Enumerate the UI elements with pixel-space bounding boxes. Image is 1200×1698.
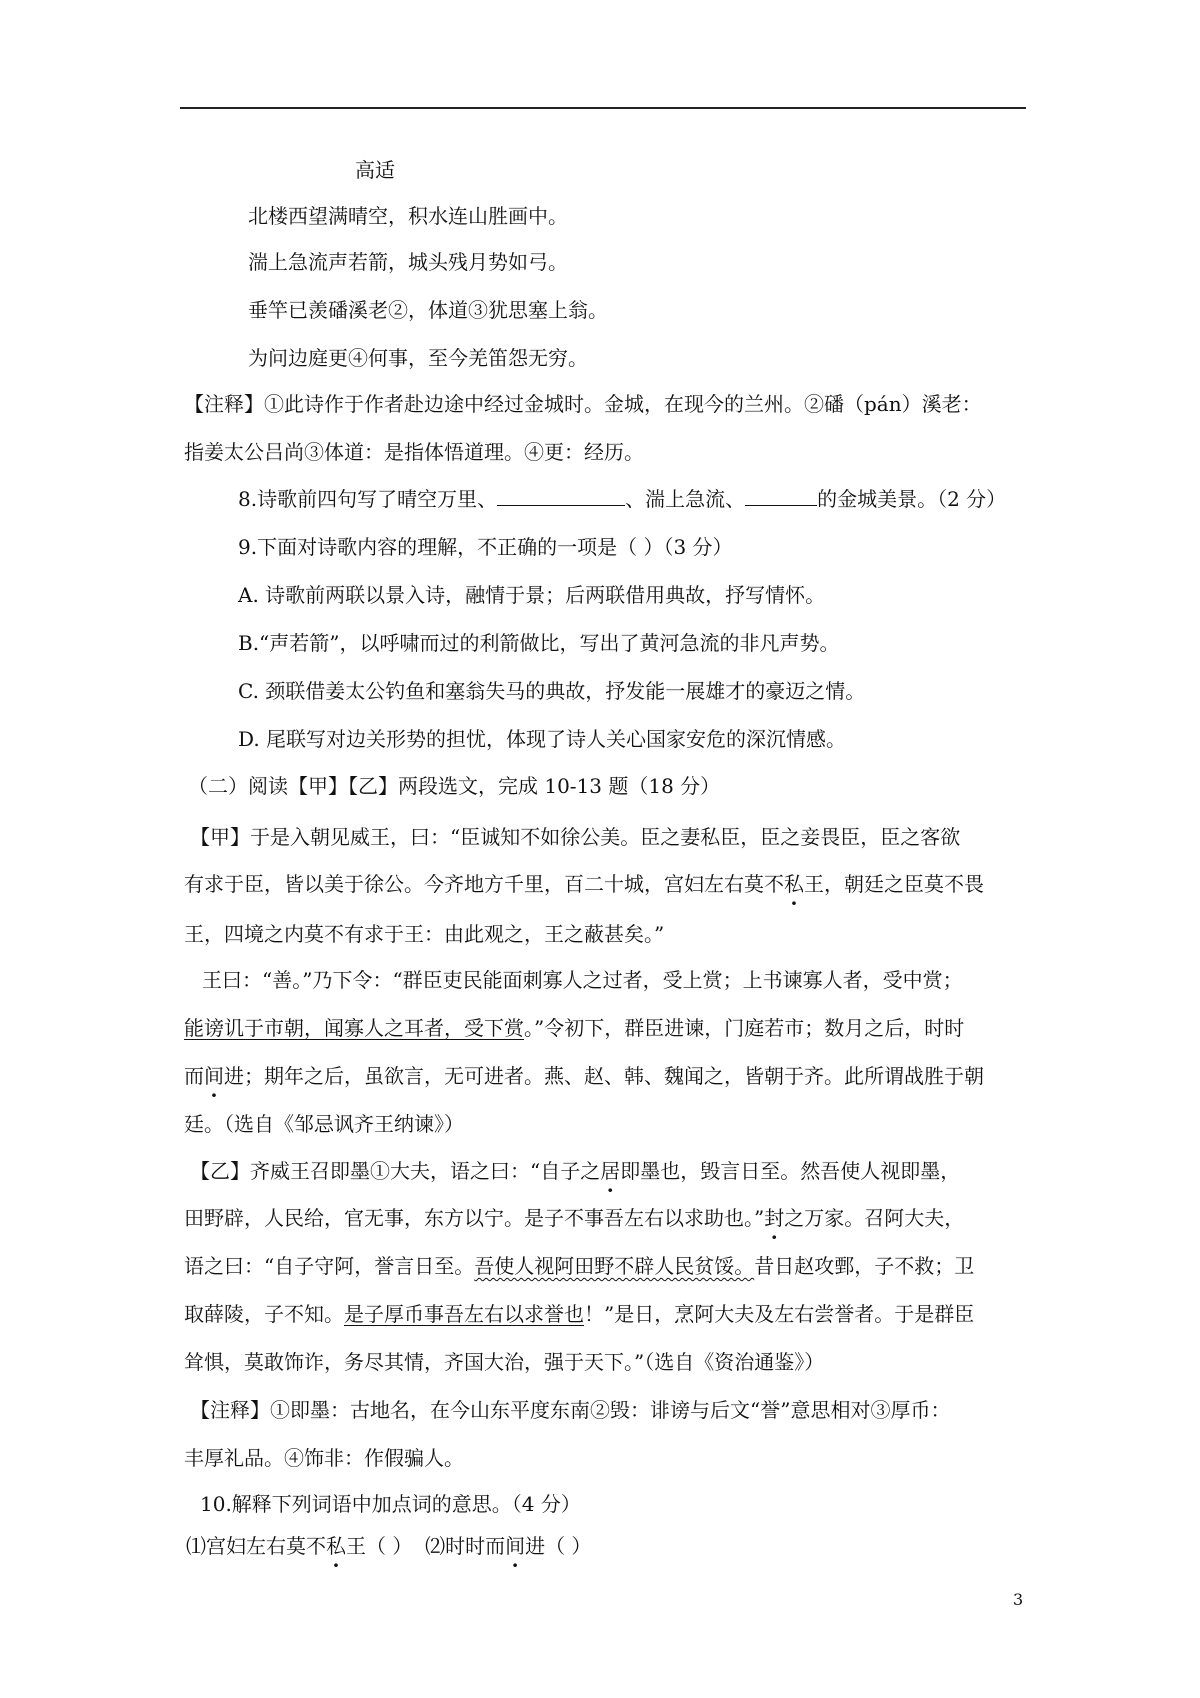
jia-line-2 bbox=[184, 872, 984, 896]
q10-item-2-text-a: ⑵时时而 bbox=[425, 1534, 506, 1558]
question-9-option-a: A. 诗歌前两联以景入诗，融情于景；后两联借用典故，抒写情怀。 bbox=[238, 583, 826, 607]
yi-line-2 bbox=[184, 1206, 964, 1230]
jia-line-2-text-b: 王，朝廷之臣莫不畏 bbox=[804, 872, 984, 896]
question-10-stem: 10.解释下列词语中加点词的意思。（4 分） bbox=[200, 1492, 581, 1516]
poem-line-1: 北楼西望满晴空，积水连山胜画中。 bbox=[248, 204, 568, 228]
question-9-stem: 9.下面对诗歌内容的理解，不正确的一项是（ ）（3 分） bbox=[238, 535, 733, 559]
answer-blank-1[interactable] bbox=[497, 487, 625, 506]
yi-note-line-2: 丰厚礼品。④饰非：作假骗人。 bbox=[184, 1446, 464, 1470]
dotted-char-jian: 间 bbox=[204, 1064, 224, 1088]
underlined-sentence-1: 能谤讥于市朝，闻寡人之耳者，受下赏 bbox=[184, 1016, 524, 1040]
poem-note-line-2: 指姜太公吕尚③体道：是指体悟道理。④更：经历。 bbox=[184, 440, 644, 464]
yi-line-4-text-a: 取薛陵，子不知。 bbox=[184, 1302, 344, 1326]
question-9-option-b: B.“声若箭”，以呼啸而过的利箭做比，写出了黄河急流的非凡声势。 bbox=[238, 631, 840, 655]
dotted-char-jian-q10: 间 bbox=[505, 1534, 526, 1558]
yi-line-3-text-a: 语之曰：“自子守阿，誉言日至。 bbox=[184, 1254, 475, 1278]
jia-line-5 bbox=[184, 1016, 964, 1040]
jia-line-7: 廷。（选自《邹忌讽齐王纳谏》） bbox=[184, 1112, 464, 1136]
q10-item-1-text-b: 王（ ） bbox=[346, 1534, 413, 1558]
question-9-option-d: D. 尾联写对边关形势的担忧，体现了诗人关心国家安危的深沉情感。 bbox=[238, 727, 847, 751]
question-8 bbox=[238, 487, 1006, 511]
section-2-heading: （二）阅读【甲】【乙】两段选文，完成 10-13 题（18 分） bbox=[188, 774, 721, 798]
poem-line-3: 垂竿已羡磻溪老②，体道③犹思塞上翁。 bbox=[248, 298, 608, 322]
wavy-underlined-sentence: 吾使人视阿田野不辟人民贫馁。 bbox=[474, 1254, 755, 1278]
yi-note-line-1: 【注释】①即墨：古地名，在今山东平度东南②毁：诽谤与后文“誉”意思相对③厚币： bbox=[190, 1398, 951, 1422]
yi-line-2-text-b: 之万家。召阿大夫， bbox=[784, 1206, 965, 1230]
dotted-char-feng: 封 bbox=[764, 1206, 785, 1230]
yi-line-2-text-a: 田野辟，人民给，官无事，东方以宁。是子不事吾左右以求助也。” bbox=[184, 1206, 765, 1230]
yi-line-1 bbox=[190, 1159, 960, 1183]
poem-note-line-1: 【注释】①此诗作于作者赴边途中经过金城时。金城，在现今的兰州。②磻（pán）溪老： bbox=[184, 392, 982, 416]
poem-author: 高适 bbox=[355, 158, 395, 182]
jia-line-4: 王曰：“善。”乃下令：“群臣吏民能面刺寡人之过者，受上赏；上书谏寡人者，受中赏； bbox=[202, 968, 963, 992]
jia-line-6-text-b: 进；期年之后，虽欲言，无可进者。燕、赵、韩、魏闻之，皆朝于齐。此所谓战胜于朝 bbox=[224, 1064, 984, 1088]
header-rule bbox=[180, 107, 1026, 109]
yi-line-3-text-b: 昔日赵攻鄄，子不救；卫 bbox=[754, 1254, 975, 1278]
question-9-option-c: C. 颈联借姜太公钓鱼和塞翁失马的典故，抒发能一展雄才的豪迈之情。 bbox=[238, 679, 866, 703]
q10-item-2-text-b: 进（ ） bbox=[525, 1534, 592, 1558]
question-10-items bbox=[186, 1534, 591, 1558]
dotted-char-si: 私 bbox=[784, 872, 804, 896]
yi-line-1-text-b: 即墨也，毁言日至。然吾使人视即墨， bbox=[620, 1159, 961, 1183]
answer-blank-2[interactable] bbox=[745, 487, 817, 506]
yi-line-3 bbox=[184, 1254, 974, 1278]
underlined-sentence-2: 是子厚币事吾左右以求誉也 bbox=[344, 1302, 584, 1326]
yi-line-4 bbox=[184, 1302, 974, 1326]
jia-line-1: 【甲】于是入朝见威王，曰：“臣诚知不如徐公美。臣之妻私臣，臣之妾畏臣，臣之客欲 bbox=[190, 825, 961, 849]
yi-line-4-text-b: ！”是日，烹阿大夫及左右尝誉者。于是群臣 bbox=[584, 1302, 975, 1326]
jia-line-3: 王，四境之内莫不有求于王：由此观之，王之蔽甚矣。” bbox=[184, 922, 665, 946]
poem-line-2: 湍上急流声若箭，城头残月势如弓。 bbox=[248, 250, 568, 274]
yi-line-1-text-a: 【乙】齐威王召即墨①大夫，语之曰：“自子之 bbox=[190, 1159, 601, 1183]
jia-line-6 bbox=[184, 1064, 984, 1088]
jia-line-5-text: 。”令初下，群臣进谏，门庭若市；数月之后，时时 bbox=[524, 1016, 965, 1040]
question-8-part-1: 8.诗歌前四句写了晴空万里、 bbox=[238, 487, 498, 511]
poem-line-4: 为问边庭更④何事，至今羌笛怨无穷。 bbox=[248, 346, 588, 370]
q10-item-1-text-a: ⑴宫妇左右莫不 bbox=[186, 1534, 326, 1558]
question-8-part-3: 的金城美景。（2 分） bbox=[817, 487, 1007, 511]
jia-line-2-text-a: 有求于臣，皆以美于徐公。今齐地方千里，百二十城，宫妇左右莫不 bbox=[184, 872, 784, 896]
question-8-part-2: 、湍上急流、 bbox=[625, 487, 746, 511]
yi-line-5: 耸惧，莫敢饰诈，务尽其情，齐国大治，强于天下。”（选自《资治通鉴》） bbox=[184, 1350, 825, 1374]
dotted-char-ju: 居 bbox=[600, 1159, 621, 1183]
dotted-char-si-q10: 私 bbox=[326, 1534, 346, 1558]
jia-line-6-text-a: 而 bbox=[184, 1064, 204, 1088]
page-number: 3 bbox=[1013, 1590, 1024, 1609]
